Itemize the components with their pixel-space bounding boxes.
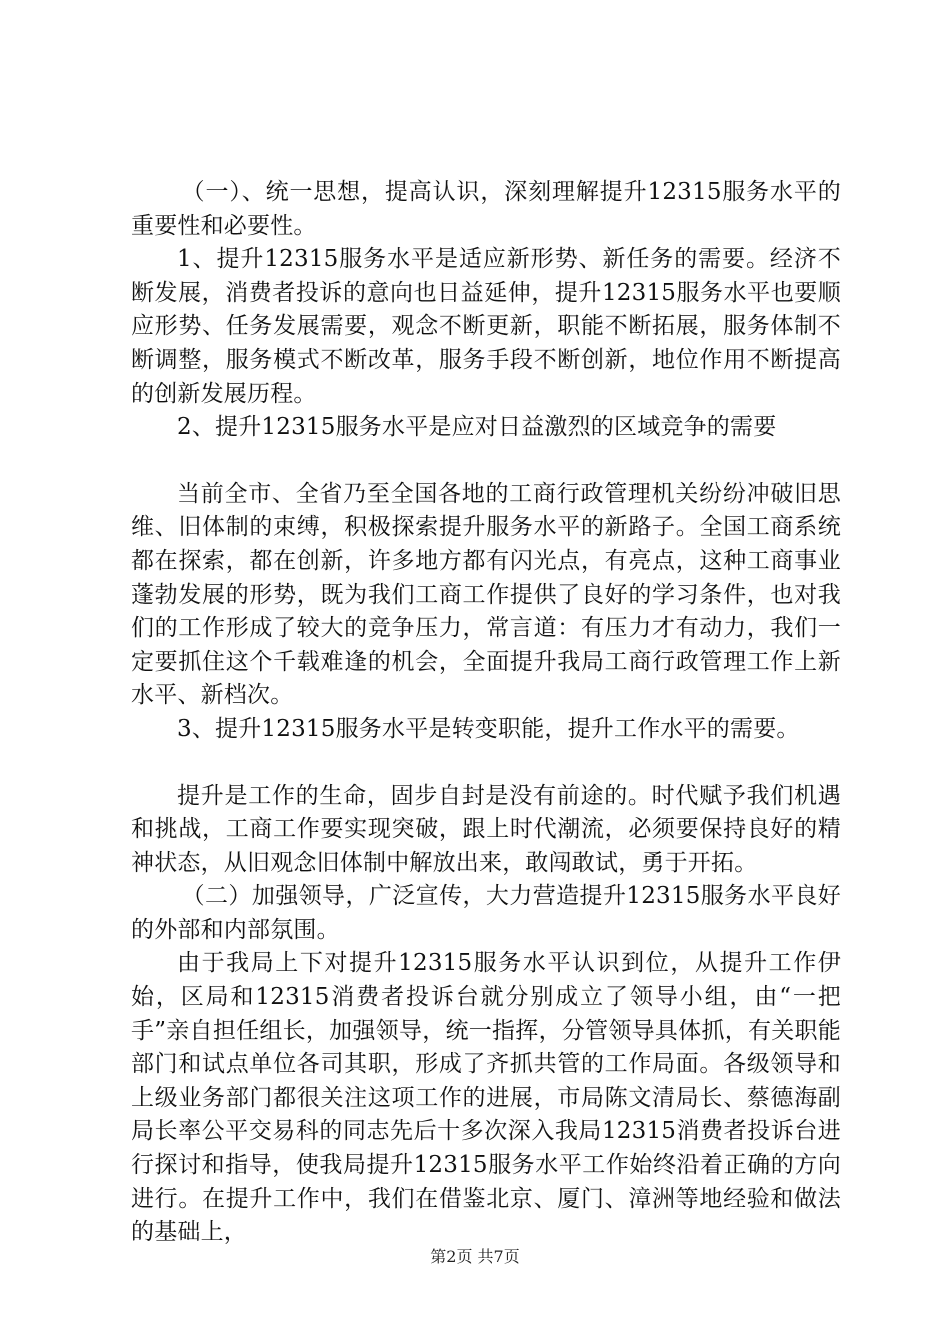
- paragraph-point-2: 2、提升12315服务水平是应对日益激烈的区域竞争的需要: [177, 414, 777, 441]
- paragraph-innovation: 提升是工作的生命，固步自封是没有前途的。时代赋予我们机遇和挑战，工商工作要实现突破，跟上时代潮流，必须要保持良好的精神状态，从旧观念旧体制中解放出来，敢闯敢试，勇于开拓。: [131, 782, 841, 876]
- section-heading-2: （二）加强领导，广泛宣传，大力营造提升12315服务水平良好的外部和内部氛围。: [131, 883, 841, 943]
- page-number-footer: 第2页 共7页: [430, 1247, 520, 1266]
- section-heading-1: （一）、统一思想，提高认识，深刻理解提升12315服务水平的重要性和必要性。: [131, 179, 841, 239]
- paragraph-leadership: 由于我局上下对提升12315服务水平认识到位，从提升工作伊始，区局和12315消费者投诉台就分别成立了领导小组，由“一把手”亲自担任组长，加强领导，统一指挥，分管领导具体抓，有关职能部门和试点单位各司其职，形成了齐抓共管的工作局面。各级领导和上级业务部门都很关注这项工作的进展，市局陈文清局长、蔡德海副局长率公平交易科的同志先后十多次深入我局12315消费者投诉台进行探讨和指导，使我局提升12315服务水平工作始终沿着正确的方向进行。在提升工作中，我们在借鉴北京、厦门、漳洲等地经验和做法的基础上，: [131, 950, 841, 1246]
- paragraph-point-3: 3、提升12315服务水平是转变职能，提升工作水平的需要。: [177, 715, 800, 742]
- paragraph-competition: 当前全市、全省乃至全国各地的工商行政管理机关纷纷冲破旧思维、旧体制的束缚，积极探索提升服务水平的新路子。全国工商系统都在探索，都在创新，许多地方都有闪光点，有亮点，这种工商事业蓬勃发展的形势，既为我们工商工作提供了良好的学习条件，也对我们的工作形成了较大的竞争压力，常言道：有压力才有动力，我们一定要抓住这个千载难逢的机会，全面提升我局工商行政管理工作上新水平、新档次。: [131, 480, 841, 709]
- document-body: [131, 176, 841, 1250]
- paragraph-point-1: 1、提升12315服务水平是适应新形势、新任务的需要。经济不断发展，消费者投诉的意向也日益延伸，提升12315服务水平也要顺应形势、任务发展需要，观念不断更新，职能不断拓展，服务体制不断调整，服务模式不断改革，服务手段不断创新，地位作用不断提高的创新发展历程。: [131, 246, 841, 407]
